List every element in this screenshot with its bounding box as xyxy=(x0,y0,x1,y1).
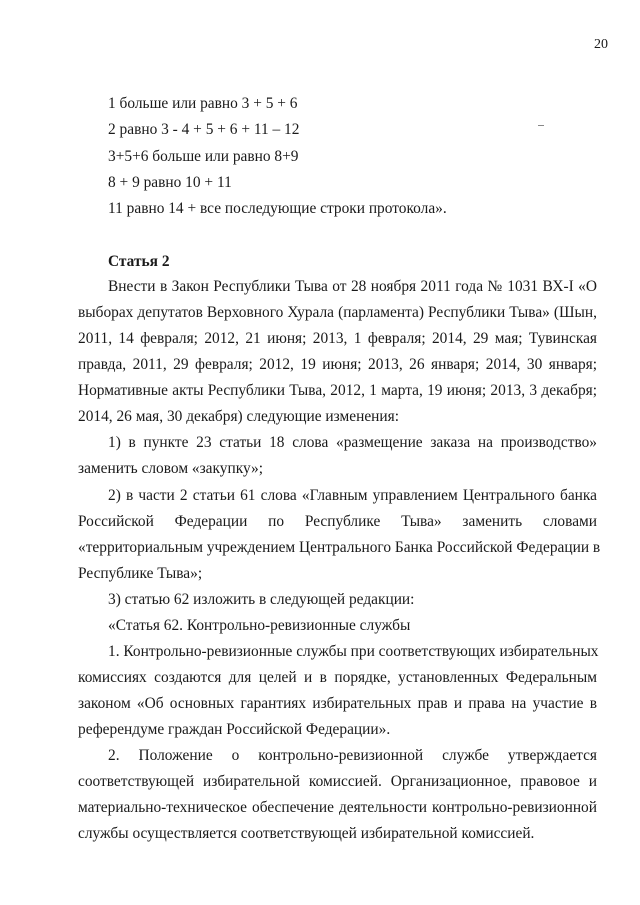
paragraph-line: заменить словом «закупку»; xyxy=(78,460,264,477)
paragraph-line: материально-техническое обеспечение деятельности контрольно-ревизионной xyxy=(78,799,597,816)
paragraph-line: правда, 2011, 29 февраля; 2012, 19 июня; 2013, 26 января; 2014, 30 января; xyxy=(78,356,597,373)
paragraph-line: «территориальным учреждением Центрального Банка Российской Федерации в xyxy=(78,539,601,556)
scan-mark xyxy=(538,125,544,126)
paragraph-line: Российской Федерации по Республике Тыва» заменить словами xyxy=(78,513,597,530)
paragraph-line: законом «Об основных гарантиях избирательных прав и права на участие в xyxy=(78,695,597,712)
article-heading: Статья 2 xyxy=(108,253,170,270)
paragraph-line: 2011, 14 февраля; 2012, 21 июня; 2013, 1 февраля; 2014, 29 мая; Тувинская xyxy=(78,330,597,347)
paragraph-line: службы осуществляется соответствующей избирательной комиссией. xyxy=(78,825,535,842)
paragraph-line: референдуме граждан Российской Федерации». xyxy=(78,721,391,738)
paragraph-line: Внести в Закон Республики Тыва от 28 ноября 2011 года № 1031 ВХ-I «О xyxy=(108,278,597,295)
paragraph-line: соответствующей избирательной комиссией. Организационное, правовое и xyxy=(78,773,597,790)
paragraph-line: Нормативные акты Республики Тыва, 2012, 1 марта, 19 июня; 2013, 3 декабря; xyxy=(78,382,597,399)
paragraph-line: 3) статью 62 изложить в следующей редакции: xyxy=(108,591,415,608)
paragraph-line: «Статья 62. Контрольно-ревизионные службы xyxy=(108,617,411,634)
page-number: 20 xyxy=(594,37,608,52)
paragraph-line: выборах депутатов Верховного Хурала (парламента) Республики Тыва» (Шын, xyxy=(78,304,597,321)
paragraph-line: Республике Тыва»; xyxy=(78,565,203,582)
protocol-line: 1 больше или равно 3 + 5 + 6 xyxy=(108,95,298,112)
protocol-line: 11 равно 14 + все последующие строки протокола». xyxy=(108,200,447,217)
protocol-line: 8 + 9 равно 10 + 11 xyxy=(108,174,232,191)
protocol-line: 2 равно 3 - 4 + 5 + 6 + 11 – 12 xyxy=(108,121,300,138)
paragraph-line: 2014, 26 мая, 30 декабря) следующие изменения: xyxy=(78,408,400,425)
protocol-line: 3+5+6 больше или равно 8+9 xyxy=(108,148,299,165)
paragraph-line: 1) в пункте 23 статьи 18 слова «размещение заказа на производство» xyxy=(108,434,597,451)
paragraph-line: 2. Положение о контрольно-ревизионной службе утверждается xyxy=(108,747,597,764)
paragraph-line: 1. Контрольно-ревизионные службы при соответствующих избирательных xyxy=(108,643,599,660)
paragraph-line: комиссиях создаются для целей и в порядке, установленных Федеральным xyxy=(78,669,597,686)
paragraph-line: 2) в части 2 статьи 61 слова «Главным управлением Центрального банка xyxy=(108,487,597,504)
